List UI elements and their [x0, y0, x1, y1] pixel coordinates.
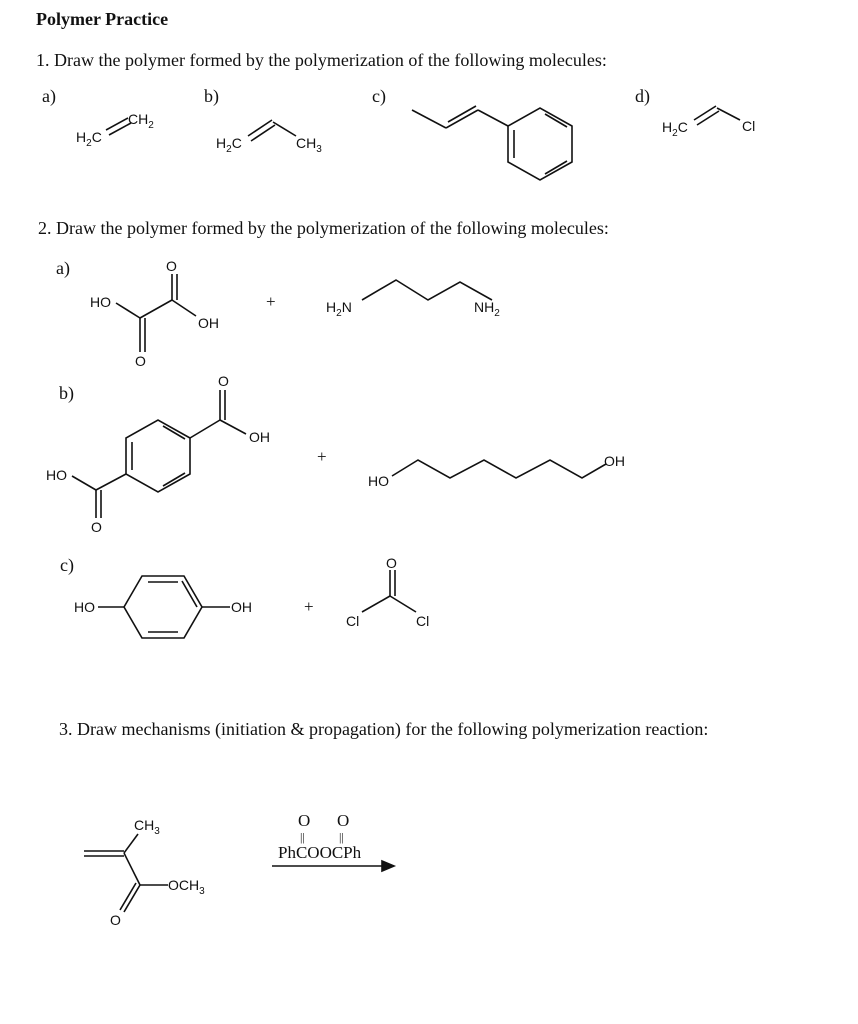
- page-title: Polymer Practice: [36, 9, 169, 29]
- svg-text:H2C: $H_2C$: [662, 119, 688, 139]
- svg-text:OH: OH: [198, 315, 219, 331]
- q2c-plus: +: [304, 597, 314, 616]
- question-3-prompt: 3. Draw mechanisms (initiation & propagation) for the following polymerization reaction:: [59, 719, 709, 739]
- question-2-prompt: 2. Draw the polymer formed by the polymerization of the following molecules:: [38, 218, 609, 238]
- svg-text:O: O: [298, 811, 311, 830]
- svg-text:O: O: [166, 258, 177, 274]
- svg-text:CH3: $CH_3$: [296, 135, 322, 155]
- svg-text:O: O: [218, 373, 229, 389]
- svg-text:CH2: $CH_2$: [128, 111, 154, 131]
- svg-text:HO: HO: [46, 467, 67, 483]
- q2a-plus: +: [266, 292, 276, 311]
- svg-text:Cl: Cl: [346, 613, 360, 629]
- svg-text:PhCOOCPh: PhCOOCPh: [278, 843, 362, 862]
- svg-text:O: O: [110, 912, 121, 928]
- q3-initiator: [278, 811, 362, 862]
- svg-text:HO: HO: [74, 599, 95, 615]
- q2-label-c: c): [60, 555, 74, 575]
- svg-text:OH: OH: [604, 453, 625, 469]
- svg-text:OCH3: $OCH_3$: [168, 877, 205, 897]
- svg-text:||: ||: [339, 830, 344, 844]
- svg-text:CH3: $CH_3$: [134, 817, 160, 837]
- q2-label-a: a): [56, 258, 70, 278]
- svg-text:HO: HO: [90, 294, 111, 310]
- q2c-hydroquinone: [74, 576, 252, 638]
- svg-text:Cl: Cl: [416, 613, 430, 629]
- q1a-ethylene: [76, 111, 154, 149]
- q2c-phosgene: [346, 555, 429, 629]
- q1d-vinyl-chloride: [662, 106, 755, 139]
- question-1-prompt: 1. Draw the polymer formed by the polymerization of the following molecules:: [36, 50, 607, 70]
- svg-text:H2C: $H_2C$: [76, 129, 102, 149]
- svg-text:O: O: [91, 519, 102, 535]
- q1-label-c: c): [372, 86, 386, 106]
- svg-text:H2C: $H_2C$: [216, 135, 242, 155]
- q2a-diamine: [326, 280, 500, 319]
- q1-label-d: d): [635, 86, 650, 106]
- q2b-terephthalic-acid: [46, 373, 270, 535]
- q1b-propylene: [216, 120, 322, 155]
- reaction-arrow: [272, 861, 394, 871]
- svg-text:O: O: [386, 555, 397, 571]
- q3-methyl-methacrylate: [84, 817, 205, 928]
- svg-text:OH: OH: [249, 429, 270, 445]
- q1c-propenylbenzene: [412, 106, 572, 180]
- svg-text:HO: HO: [368, 473, 389, 489]
- svg-text:OH: OH: [231, 599, 252, 615]
- svg-text:Cl: Cl: [742, 118, 756, 134]
- q1-label-a: a): [42, 86, 56, 106]
- q2-label-b: b): [59, 383, 74, 403]
- svg-text:||: ||: [300, 830, 305, 844]
- q2b-plus: +: [317, 447, 327, 466]
- q2b-diol: [368, 453, 625, 489]
- q2a-dicarboxylic-acid: [90, 258, 219, 369]
- svg-text:NH2: $NH_2$: [474, 299, 500, 319]
- svg-text:O: O: [337, 811, 350, 830]
- svg-text:O: O: [135, 353, 146, 369]
- q1-label-b: b): [204, 86, 219, 106]
- svg-text:H2N: $H_2N$: [326, 299, 352, 319]
